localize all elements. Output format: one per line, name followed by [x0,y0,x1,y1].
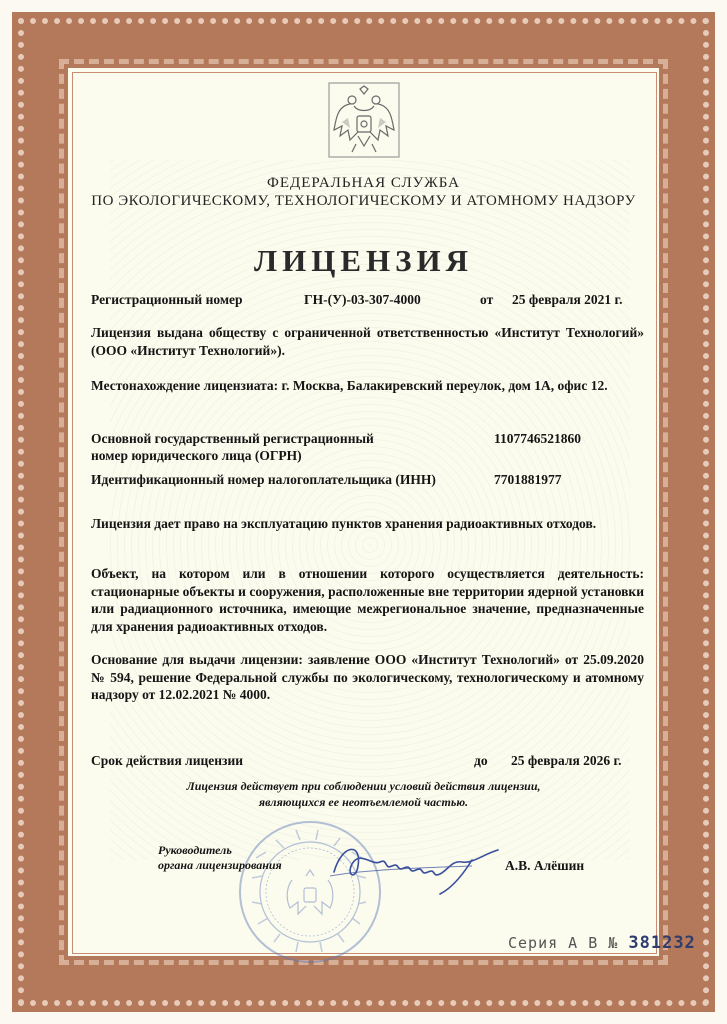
ogrn-label-line2: номер юридического лица (ОГРН) [91,448,302,463]
inn-value: 7701881977 [494,472,562,487]
series-label: Серия А В № [508,934,619,952]
agency-name-line1: ФЕДЕРАЛЬНАЯ СЛУЖБА [267,175,460,191]
registration-number: ГН-(У)-03-307-4000 [304,292,421,307]
right-paragraph: Лицензия дает право на эксплуатацию пунктов хранения радиоактивных отходов. [91,516,597,531]
validity-date: 25 февраля 2026 г. [511,753,622,768]
ogrn-value: 1107746521860 [494,431,582,446]
signatory-name: А.В. Алёшин [505,858,585,873]
conditions-note-line1: Лицензия действует при соблюдении условий действия лицензии, [186,779,541,793]
inn-label: Идентификационный номер налогоплательщика (ИНН) [91,472,436,487]
agency-name-line2: ПО ЭКОЛОГИЧЕСКОМУ, ТЕХНОЛОГИЧЕСКОМУ И АТОМНОМУ НАДЗОРУ [91,193,636,209]
signatory-role-line1: Руководитель [158,843,232,857]
ogrn-label-line1: Основной государственный регистрационный [91,431,374,446]
location-paragraph: Местонахождение лицензиата: г. Москва, Балакиревский переулок, дом 1А, офис 12. [91,378,608,393]
registration-date: 25 февраля 2021 г. [512,292,623,307]
conditions-note-line2: являющихся ее неотъемлемой частью. [258,795,469,809]
series-value: 381232 [628,933,696,953]
registration-from: от [480,292,494,307]
handwritten-signature [322,836,512,896]
series-number [508,933,696,953]
russian-coat-of-arms-icon [328,82,400,158]
validity-until: до [474,753,488,768]
issued-to-paragraph: Лицензия выдана обществу с ограниченной ответственностью «Институт Технологий» (ООО «Институт Технологий»). [91,325,644,358]
signatory-role [158,843,282,873]
signatory-role-line2: органа лицензирования [158,858,282,872]
object-paragraph: Объект, на котором или в отношении которого осуществляется деятельность: стационарные объекты и сооружения, расположенные вне территории ядерной установки или радиационного источника, имеющие межрегиональное значение, предназначенные для хранения радиоактивных отходов. [91,566,644,634]
validity-label: Срок действия лицензии [91,753,244,768]
basis-paragraph: Основание для выдачи лицензии: заявление ООО «Институт Технологий» от 25.09.2020 № 594, решение Федеральной службы по экологическому, технологическому и атомному надзору от 12.02.2021 № 4000. [91,652,644,702]
registration-label: Регистрационный номер [91,292,243,307]
document-title: ЛИЦЕНЗИЯ [254,243,473,278]
